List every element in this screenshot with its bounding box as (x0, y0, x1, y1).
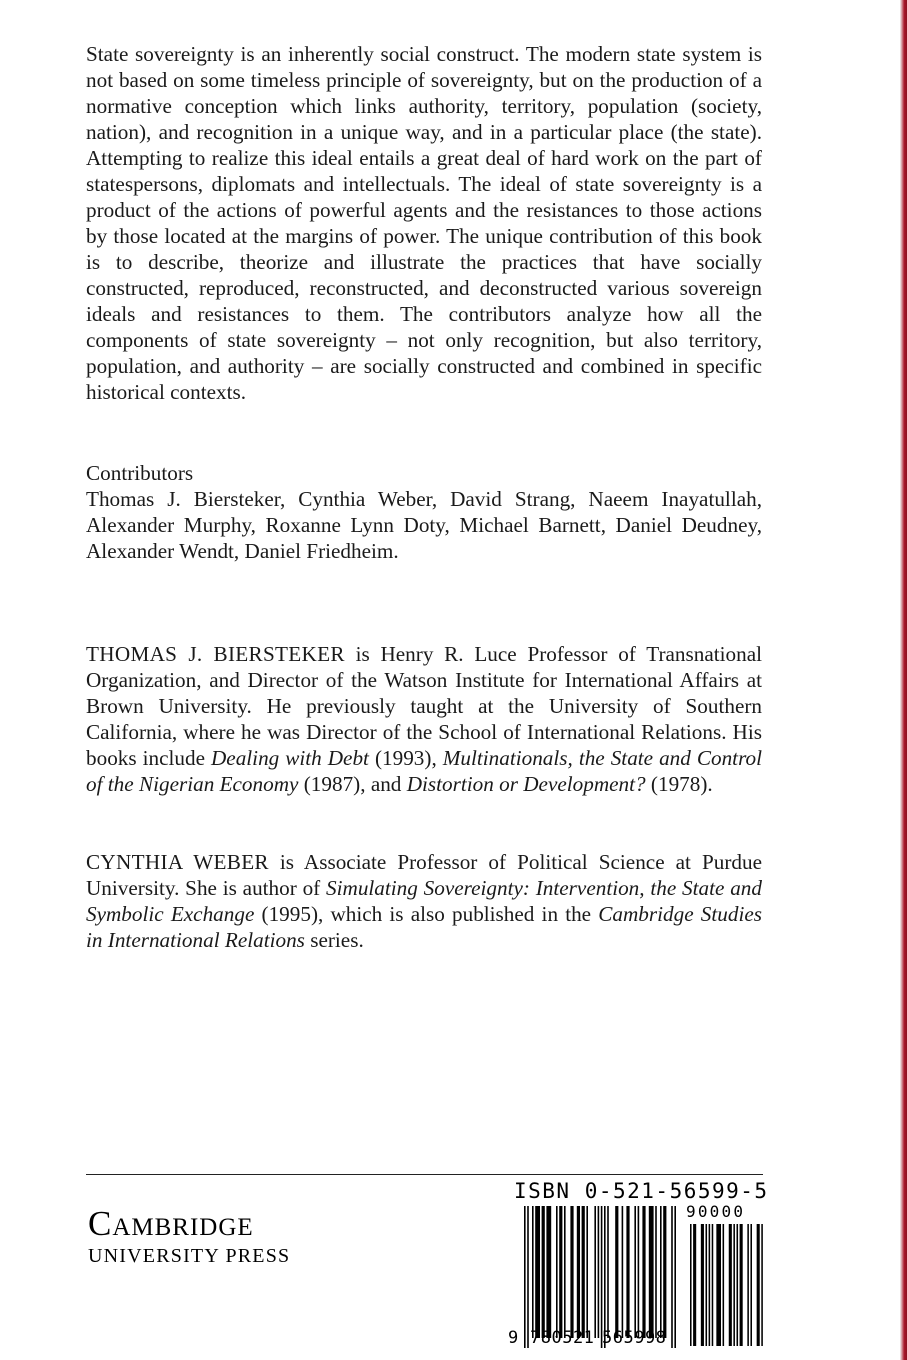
blurb-paragraph (86, 41, 762, 405)
barcode-bar (570, 1206, 573, 1338)
publisher-subtitle: UNIVERSITY PRESS (88, 1245, 291, 1267)
barcode-bar (740, 1224, 743, 1346)
barcode-bar (701, 1224, 704, 1346)
barcode-bar (733, 1224, 735, 1346)
author-name: CYNTHIA WEBER (86, 850, 269, 874)
barcode-bar (634, 1206, 636, 1338)
barcode-bar (690, 1224, 692, 1346)
footer-divider (86, 1174, 763, 1175)
barcode-right-digits: 565998 (602, 1328, 667, 1348)
barcode-bar (716, 1224, 721, 1346)
barcode-bar (729, 1224, 732, 1346)
barcode-bar (607, 1206, 609, 1338)
isbn-barcode (506, 1178, 769, 1360)
book-title: Simulating Sovereignty: Intervention, the State and Symbolic Exchange (86, 876, 762, 926)
barcode-bar (663, 1206, 666, 1338)
book-title: Dealing with Debt (211, 746, 369, 770)
publisher-logo (88, 1206, 290, 1267)
isbn-number: ISBN 0-521-56599-5 (514, 1179, 769, 1203)
author-bio-biersteker (86, 641, 762, 797)
barcode-bar (660, 1206, 662, 1338)
barcode-bar (712, 1224, 714, 1346)
blurb-text: State sovereignty is an inherently social construct. The modern state system is not based on some timeless principle of sovereignty, but on the production of a normative conception which links authority, territory, population (society, nation), and recognition in a unique way, and in a particular place (the state). Attempting to realize this ideal entails a great deal of hard work on the part of statespersons, diplomats and intellectuals. The ideal of state sovereignty is a product of the actions of powerful agents and the resistances to those actions by those located at the margins of power. The unique contribution of this book is to describe, theorize and illustrate the practices that have socially constructed, reproduced, reconstructed, and deconstructed various sovereign ideals and resistances to them. The contributors analyze how all the components of state sovereignty – not only recognition, but also territory, population, and authority – are socially constructed and combined in specific historical contexts. (86, 42, 762, 404)
barcode-bar (594, 1206, 596, 1338)
author-bio-weber (86, 849, 762, 953)
barcode-bar (642, 1206, 645, 1338)
contributors-list: Thomas J. Biersteker, Cynthia Weber, David Strang, Naeem Inayatullah, Alexander Murphy, Roxanne Lynn Doty, Michael Barnett, Daniel Deudney, Alexander Wendt, Daniel Friedheim. (86, 487, 762, 563)
barcode-bar (546, 1206, 551, 1338)
barcode-bar (723, 1224, 725, 1346)
barcode-bar (655, 1206, 657, 1338)
barcode-bar (527, 1206, 529, 1348)
barcode-bar (577, 1206, 580, 1338)
barcode-digits (506, 1328, 686, 1352)
bio-text: is Associate Professor of Political Science at Purdue University. She is author of (86, 850, 763, 900)
barcode-bar (598, 1206, 600, 1338)
publisher-name: Cambridge (88, 1204, 254, 1243)
barcode-bar (622, 1206, 624, 1338)
barcode-bar (706, 1224, 708, 1346)
barcode-bar (750, 1224, 752, 1346)
barcode-bar (638, 1206, 640, 1338)
barcode-bar (559, 1206, 562, 1338)
barcode-bar (674, 1206, 676, 1348)
barcode-bar (532, 1206, 534, 1338)
barcode-bar (604, 1206, 606, 1348)
barcode-bar (757, 1224, 760, 1346)
barcode-bar (586, 1206, 588, 1338)
contributors-heading: Contributors (86, 461, 194, 485)
bio-text: is Henry R. Luce Professor of Transnational Organization, and Director of the Watson Institute for International Affairs at Brown University. He previously taught at the University of Southern California, where he was Director of the School of International Relations. His books include (86, 642, 762, 770)
barcode-bar (615, 1206, 618, 1338)
bio-text: (1987), and (298, 772, 407, 796)
barcode-bar (671, 1206, 673, 1348)
barcode-bar (535, 1206, 540, 1338)
barcode-bar (626, 1206, 629, 1338)
spine-edge (900, 0, 907, 1360)
series-title: Cambridge Studies in International Relations (86, 902, 762, 952)
bio-text: series. (304, 928, 364, 952)
barcode-bar (649, 1206, 654, 1338)
barcode-bar (601, 1206, 603, 1348)
barcode-bar (693, 1224, 696, 1346)
bio-text: (1995), which is also published in the (254, 902, 599, 926)
bio-text: (1978). (645, 772, 713, 796)
price-code: 90000 (686, 1202, 746, 1221)
barcode-bar (582, 1206, 585, 1338)
barcode-bar (556, 1206, 558, 1338)
contributors-section (86, 460, 762, 564)
barcode-bar (564, 1206, 566, 1338)
author-name: THOMAS J. BIERSTEKER (86, 642, 345, 666)
barcode-bar (524, 1206, 526, 1348)
barcode-bar (761, 1224, 763, 1346)
book-title: Distortion or Development? (406, 772, 646, 796)
barcode-lead-digit: 9 (508, 1328, 519, 1348)
barcode-bar (709, 1224, 711, 1346)
barcode-bar (737, 1224, 739, 1346)
bio-text: (1993), (368, 746, 443, 770)
book-title: Multinationals, the State and Control of the Nigerian Economy (86, 746, 763, 796)
barcode-bar (747, 1224, 749, 1346)
barcode-bar (542, 1206, 545, 1338)
barcode-left-digits: 780521 (530, 1328, 595, 1348)
